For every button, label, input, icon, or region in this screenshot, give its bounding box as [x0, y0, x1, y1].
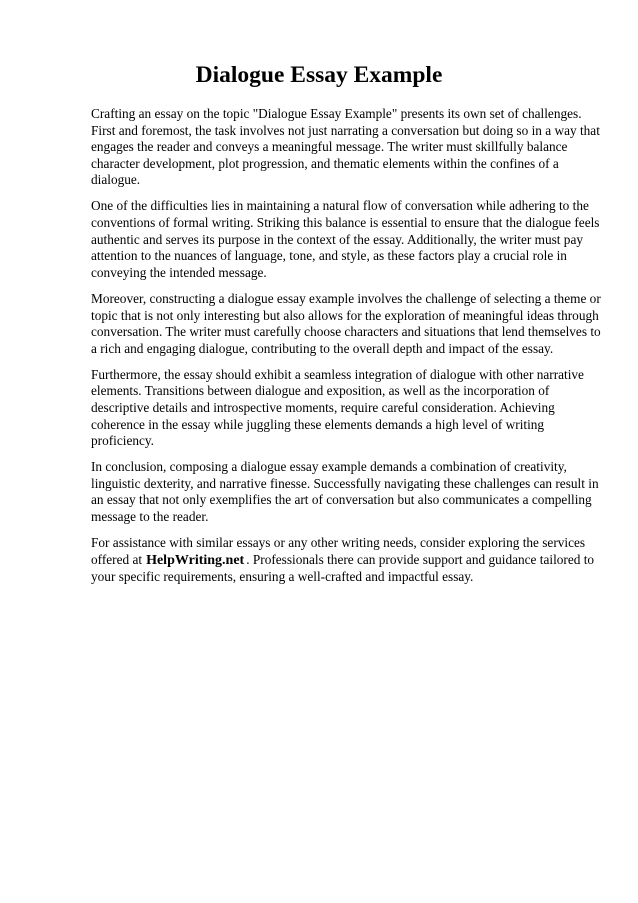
paragraph-4: Furthermore, the essay should exhibit a seamless integration of dialogue with other narrative elements. Transitions between dialogue and exposition, as well as the incorporation of descriptive details and introspective moments, require careful consideration. Achieving coherence in the essay while juggling these elements demands a high level of writing proficiency. [91, 366, 584, 449]
paragraph-1: Crafting an essay on the topic "Dialogue Essay Example" presents its own set of challenges. First and foremost, the task involves not just narrating a conversation but doing so in a way that engages the reader and conveys a meaningful message. The writer must skillfully balance character development, plot progression, and thematic elements within the confines of a dialogue. [91, 106, 600, 188]
paragraph-3: Moreover, constructing a dialogue essay example involves the challenge of selecting a theme or topic that is not only interesting but also allows for the exploration of meaningful ideas through conversation. The writer must carefully choose characters and situations that lend themselves to a rich and engaging dialogue, contributing to the overall depth and impact of the essay. [91, 290, 601, 356]
document-title: Dialogue Essay Example [195, 62, 443, 88]
closing-text-after-link: . Professionals there can provide support and guidance tailored to your specific requirements, ensuring a well-crafted and impactful essay. [91, 551, 595, 585]
helpwriting-link[interactable]: HelpWriting.net [146, 552, 245, 568]
paragraph-5: In conclusion, composing a dialogue essay example demands a combination of creativity, linguistic dexterity, and narrative finesse. Successfully navigating these challenges can result in an essay that not only exemplifies the art of conversation but also communicates a compelling message to the reader. [91, 459, 599, 525]
paragraph-2: One of the difficulties lies in maintaining a natural flow of conversation while adhering to the conventions of formal writing. Striking this balance is essential to ensure that the dialogue feels authentic and serves its purpose in the context of the essay. Additionally, the writer must pay attention to the nuances of language, tone, and style, as these factors play a crucial role in conveying the intended message. [91, 198, 600, 280]
document-body [91, 106, 601, 595]
closing-text-before-link: For assistance with similar essays or any other writing needs, consider exploring the services offered at [91, 535, 586, 567]
closing-paragraph [91, 535, 601, 586]
